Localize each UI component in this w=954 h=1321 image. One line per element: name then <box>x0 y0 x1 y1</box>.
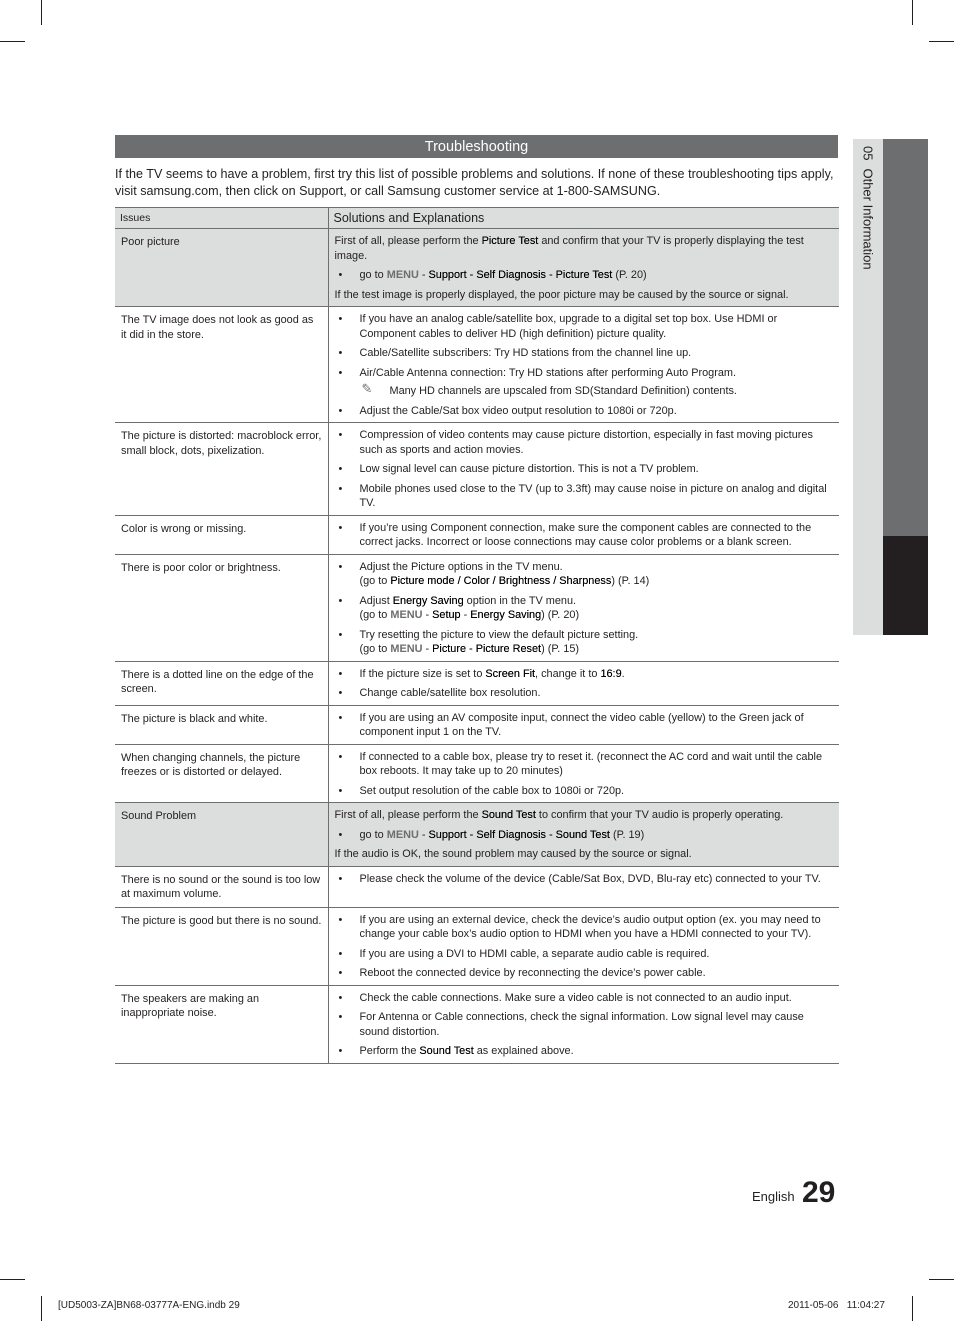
issue-cell: Poor picture <box>115 229 328 307</box>
crop-mark <box>929 1279 954 1280</box>
issue-cell: The picture is distorted: macroblock error, small block, dots, pixelization. <box>115 423 328 516</box>
solution-cell <box>328 866 839 907</box>
list-item: • Adjust Energy Saving option in the TV menu. (go to MENU - Setup - Energy Saving) (P. 20) <box>335 594 834 623</box>
table-row <box>115 229 839 307</box>
chapter-title: Other Information <box>860 168 876 270</box>
troubleshooting-table <box>115 207 839 1064</box>
solution-text: If the audio is OK, the sound problem may caused by the source or signal. <box>334 848 692 860</box>
list-item: • Check the cable connections. Make sure a video cable is not connected to an audio input. <box>335 991 834 1006</box>
intro-paragraph: If the TV seems to have a problem, first try this list of possible problems and solutions. If none of these troubleshooting tips apply, visit samsung.com, then click on Support, or call Samsung customer service at 1-800-SAMSUNG. <box>115 167 834 198</box>
table-row <box>115 554 839 661</box>
solution-cell <box>328 554 839 661</box>
solution-cell <box>328 515 839 554</box>
crop-mark <box>0 1279 25 1280</box>
section-title: Troubleshooting <box>115 135 838 158</box>
solution-cell <box>328 307 839 423</box>
solution-cell <box>328 803 839 867</box>
table-header-row <box>115 208 839 229</box>
column-header-issues: Issues <box>115 208 328 229</box>
list-item: • Set output resolution of the cable box to 1080i or 720p. <box>335 784 834 799</box>
issue-cell: The picture is good but there is no sound. <box>115 907 328 985</box>
solution-list <box>335 872 834 887</box>
solution-cell <box>328 985 839 1063</box>
solution-list <box>335 750 834 799</box>
print-slug-date: 2011-05-06 11:04:27 <box>788 1300 885 1311</box>
page-number: 29 <box>802 1176 836 1209</box>
table-row <box>115 307 839 423</box>
list-item: • If you are using an AV composite input, connect the video cable (yellow) to the Green jack of component input 1 on the TV. <box>335 711 834 740</box>
table-row <box>115 423 839 516</box>
issue-cell: There is poor color or brightness. <box>115 554 328 661</box>
solution-cell <box>328 423 839 516</box>
list-item: • go to MENU - Support - Self Diagnosis - Picture Test (P. 20) <box>335 268 834 283</box>
table-row <box>115 515 839 554</box>
crop-mark <box>912 1296 913 1321</box>
solution-text: First of all, please perform the Picture Test and confirm that your TV is properly displaying the test image. <box>334 235 804 262</box>
pencil-icon: ✎ <box>361 381 373 396</box>
chapter-number: 05 <box>860 146 876 161</box>
solution-list <box>335 428 834 511</box>
list-item: • If you are using a DVI to HDMI cable, a separate audio cable is required. <box>335 947 834 962</box>
note: ✎ Many HD channels are upscaled from SD(Standard Definition) contents. <box>361 381 737 397</box>
list-item: • Please check the volume of the device (Cable/Sat Box, DVD, Blu-ray etc) connected to your TV. <box>335 872 834 887</box>
solution-text: If the test image is properly displayed, the poor picture may be caused by the source or signal. <box>334 288 789 301</box>
solution-list <box>335 667 834 701</box>
table-row <box>115 744 839 803</box>
issue-cell: The TV image does not look as good as it did in the store. <box>115 307 328 423</box>
list-item: • Compression of video contents may cause picture distortion, especially in fast moving pictures such as sports and action movies. <box>335 428 834 457</box>
chapter-tab-marker <box>883 536 928 635</box>
solution-cell <box>328 705 839 744</box>
column-header-solutions: Solutions and Explanations <box>328 208 839 229</box>
crop-mark <box>41 0 42 25</box>
list-item: • Cable/Satellite subscribers: Try HD stations from the channel line up. <box>335 346 834 361</box>
issue-cell: There is no sound or the sound is too low at maximum volume. <box>115 866 328 907</box>
crop-mark <box>41 1296 42 1321</box>
table-row <box>115 705 839 744</box>
solution-cell <box>328 661 839 705</box>
crop-mark <box>929 41 954 42</box>
list-item: • Adjust the Cable/Sat box video output resolution to 1080i or 720p. <box>335 404 834 419</box>
print-slug-file: [UD5003-ZA]BN68-03777A-ENG.indb 29 <box>58 1300 240 1311</box>
issue-cell: Sound Problem <box>115 803 328 867</box>
list-item: • If you’re using Component connection, make sure the component cables are connected to the correct jacks. Incorrect or loose connections may cause color problems or a blank screen. <box>335 521 834 550</box>
list-item: • Change cable/satellite box resolution. <box>335 686 834 701</box>
solution-text: First of all, please perform the Sound Test to confirm that your TV audio is properly operating. <box>334 809 784 821</box>
solution-list <box>335 560 834 657</box>
solution-list <box>335 711 834 740</box>
solution-list <box>335 268 834 283</box>
solution-list <box>335 828 834 843</box>
list-item: • Air/Cable Antenna connection: Try HD stations after performing Auto Program. ✎ Many HD channels are upscaled from SD(Standard Definition) contents. <box>335 366 834 399</box>
solution-list <box>335 312 834 418</box>
issue-cell: Color is wrong or missing. <box>115 515 328 554</box>
table-row <box>115 661 839 705</box>
list-item: • If you are using an external device, check the device’s audio output option (ex. you may need to change your cable box’s audio option to HDMI when you have a HDMI connected to your TV). <box>335 913 834 942</box>
list-item: • Try resetting the picture to view the default picture setting. (go to MENU - Picture - Picture Reset) (P. 15) <box>335 628 834 657</box>
solution-cell <box>328 907 839 985</box>
list-item: • go to MENU - Support - Self Diagnosis - Sound Test (P. 19) <box>335 828 834 843</box>
issue-cell: The speakers are making an inappropriate noise. <box>115 985 328 1063</box>
list-item: • If the picture size is set to Screen Fit, change it to 16:9. <box>335 667 834 682</box>
crop-mark <box>0 41 25 42</box>
solution-list <box>335 991 834 1059</box>
table-row <box>115 866 839 907</box>
solution-list <box>335 521 834 550</box>
list-item: • If you have an analog cable/satellite box, upgrade to a digital set top box. Use HDMI or Component cables to deliver HD (high definition) picture quality. <box>335 312 834 341</box>
list-item: • Low signal level can cause picture distortion. This is not a TV problem. <box>335 462 834 477</box>
solution-cell <box>328 229 839 307</box>
crop-mark <box>912 0 913 25</box>
list-item: • Reboot the connected device by reconnecting the device’s power cable. <box>335 966 834 981</box>
issue-cell: The picture is black and white. <box>115 705 328 744</box>
solution-list <box>335 913 834 981</box>
table-row <box>115 803 839 867</box>
issue-cell: There is a dotted line on the edge of the screen. <box>115 661 328 705</box>
list-item: • Mobile phones used close to the TV (up to 3.3ft) may cause noise in picture on analog and digital TV. <box>335 482 834 511</box>
issue-cell: When changing channels, the picture freezes or is distorted or delayed. <box>115 744 328 803</box>
list-item: • If connected to a cable box, please try to reset it. (reconnect the AC cord and wait until the cable box reboots. It may take up to 20 minutes) <box>335 750 834 779</box>
chapter-tab-band <box>883 139 928 536</box>
list-item: • For Antenna or Cable connections, check the signal information. Low signal level may cause sound distortion. <box>335 1010 834 1039</box>
table-row <box>115 907 839 985</box>
chapter-label <box>861 146 876 270</box>
list-item: • Perform the Sound Test as explained above. <box>335 1044 834 1059</box>
list-item: • Adjust the Picture options in the TV menu. (go to Picture mode / Color / Brightness / Sharpness) (P. 14) <box>335 560 834 589</box>
solution-cell <box>328 744 839 803</box>
table-row <box>115 985 839 1063</box>
footer-language: English <box>752 1189 795 1204</box>
